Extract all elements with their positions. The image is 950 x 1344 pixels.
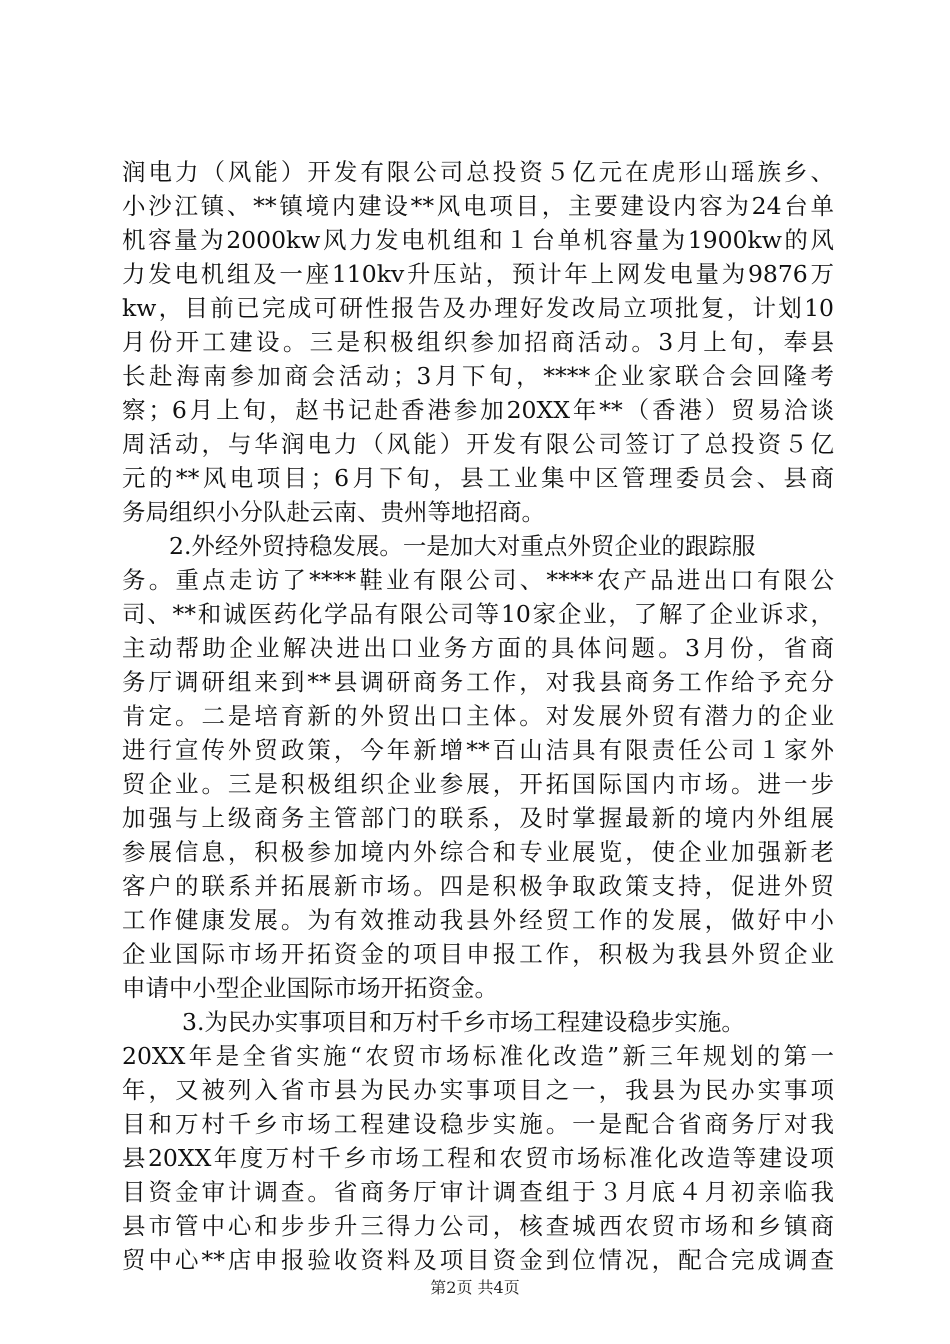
- text-line: 长赴海南参加商会活动；3月下旬，****企业家联合会回隆考: [122, 362, 834, 390]
- text-line: kw，目前已完成可研性报告及办理好发改局立项批复，计划10: [122, 294, 834, 322]
- text-line: 目和万村千乡市场工程建设稳步实施。一是配合省商务厅对我: [122, 1110, 834, 1138]
- text-line: 机容量为2000kw风力发电机组和１台单机容量为1900kw的风: [122, 226, 834, 254]
- page-number-label: 第2页 共4页: [430, 1278, 520, 1297]
- text-line: 察；6月上旬，赵书记赴香港参加20XX年**（香港）贸易洽谈: [122, 396, 834, 424]
- text-line: 20XX年是全省实施“农贸市场标准化改造”新三年规划的第一: [122, 1042, 834, 1070]
- text-line: 目资金审计调查。省商务厅审计调查组于３月底４月初亲临我: [122, 1178, 834, 1206]
- text-line: 客户的联系并拓展新市场。四是积极争取政策支持，促进外贸: [122, 872, 834, 900]
- text-line: 元的**风电项目；6月下旬，县工业集中区管理委员会、县商: [122, 464, 834, 492]
- text-line: 主动帮助企业解决进出口业务方面的具体问题。3月份，省商: [122, 634, 834, 662]
- text-line: 月份开工建设。三是积极组织参加招商活动。3月上旬，奉县: [122, 328, 834, 356]
- text-line: 润电力（风能）开发有限公司总投资５亿元在虎形山瑶族乡、: [122, 158, 834, 186]
- text-line: 贸企业。三是积极组织企业参展，开拓国际国内市场。进一步: [122, 770, 834, 798]
- text-line: 务局组织小分队赴云南、贵州等地招商。: [122, 498, 545, 526]
- text-line: 司、**和诚医药化学品有限公司等10家企业，了解了企业诉求，: [122, 600, 834, 628]
- text-line: 力发电机组及一座110kv升压站，预计年上网发电量为9876万: [122, 260, 834, 288]
- text-line: 申请中小型企业国际市场开拓资金。: [122, 974, 498, 1002]
- text-line: 周活动，与华润电力（风能）开发有限公司签订了总投资５亿: [122, 430, 834, 458]
- text-line: 小沙江镇、**镇境内建设**风电项目，主要建设内容为24台单: [122, 192, 834, 220]
- text-line: 务厅调研组来到**县调研商务工作，对我县商务工作给予充分: [122, 668, 834, 696]
- text-line: 工作健康发展。为有效推动我县外经贸工作的发展，做好中小: [122, 906, 834, 934]
- text-line: 县20XX年度万村千乡市场工程和农贸市场标准化改造等建设项: [122, 1144, 834, 1172]
- text-line: 企业国际市场开拓资金的项目申报工作，积极为我县外贸企业: [122, 940, 834, 968]
- text-line: 务。重点走访了****鞋业有限公司、****农产品进出口有限公: [122, 566, 834, 594]
- paragraph-heading-line: 3.为民办实事项目和万村千乡市场工程建设稳步实施。: [182, 1008, 745, 1036]
- text-line: 加强与上级商务主管部门的联系，及时掌握最新的境内外组展: [122, 804, 834, 832]
- text-line: 贸中心**店申报验收资料及项目资金到位情况，配合完成调查: [122, 1246, 834, 1274]
- text-line: 县市管中心和步步升三得力公司，核查城西农贸市场和乡镇商: [122, 1212, 834, 1240]
- document-body: [122, 155, 834, 1277]
- text-line: 肯定。二是培育新的外贸出口主体。对发展外贸有潜力的企业: [122, 702, 834, 730]
- text-line: 进行宣传外贸政策，今年新增**百山洁具有限责任公司１家外: [122, 736, 834, 764]
- text-line: 参展信息，积极参加境内外综合和专业展览，使企业加强新老: [122, 838, 834, 866]
- text-line: 年，又被列入省市县为民办实事项目之一，我县为民办实事项: [122, 1076, 834, 1104]
- page-footer: [0, 1278, 950, 1298]
- paragraph-heading-line: 2.外经外贸持稳发展。一是加大对重点外贸企业的跟踪服: [169, 532, 756, 560]
